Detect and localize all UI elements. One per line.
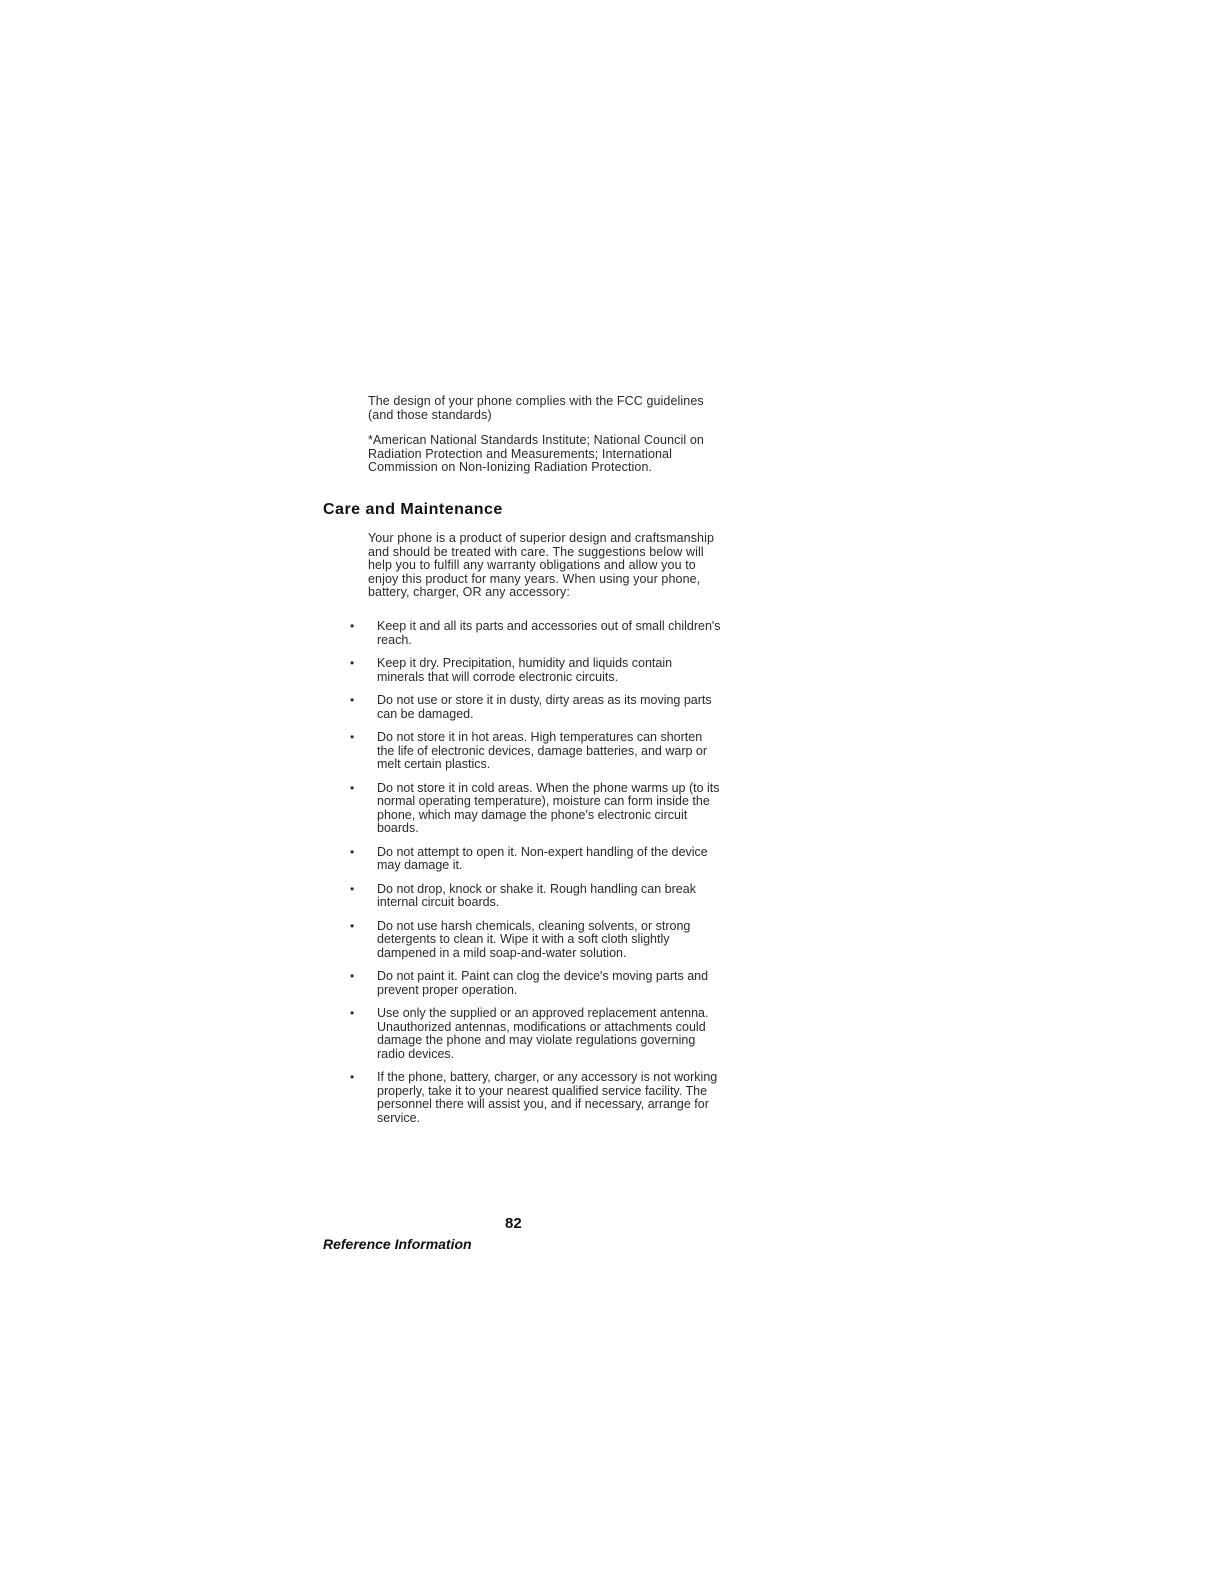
bullet-icon: • xyxy=(350,1006,355,1020)
bullet-icon: • xyxy=(350,969,355,983)
care-intro-paragraph: Your phone is a product of superior design and craftsmanship and should be treated with care. The suggestions below will help you to fulfill any warranty obligations and allow you to enjoy this product for many years. When using your phone, battery, charger, OR any accessory: xyxy=(368,531,715,599)
bullet-icon: • xyxy=(350,656,355,670)
standards-footnote-paragraph: *American National Standards Institute; National Council on Radiation Protection and Measurements; International Commission on Non-Ionizing Radiation Protection. xyxy=(368,433,704,474)
list-item-text: Do not drop, knock or shake it. Rough handling can break internal circuit boards. xyxy=(377,881,696,909)
list-item-text: Do not use or store it in dusty, dirty areas as its moving parts can be damaged. xyxy=(377,693,712,721)
bullet-icon: • xyxy=(350,844,355,859)
list-item-text: Use only the supplied or an approved replacement antenna. Unauthorized antennas, modifications or attachments could damage the phone and may violate regulations governing radio devices. xyxy=(377,1006,709,1061)
bullet-icon: • xyxy=(350,730,355,744)
footer-section-title: Reference Information xyxy=(323,1236,472,1252)
list-item-text: Do not paint it. Paint can clog the device's moving parts and prevent proper operation. xyxy=(377,969,709,997)
page-number: 82 xyxy=(505,1215,522,1232)
list-item-text: Do not use harsh chemicals, cleaning solvents, or strong detergents to clean it. Wipe it with a soft cloth slightly dampened in a mild soap-and-water solution. xyxy=(377,918,691,960)
list-item xyxy=(350,920,722,961)
list-item-text: Do not store it in cold areas. When the phone warms up (to its normal operating temperature), moisture can form inside the phone, which may damage the phone's electronic circuit boards. xyxy=(377,780,720,835)
list-item xyxy=(350,883,722,910)
list-item-text: Do not attempt to open it. Non-expert handling of the device may damage it. xyxy=(377,844,708,872)
list-item xyxy=(350,1071,722,1125)
bullet-icon: • xyxy=(350,1070,355,1084)
bullet-icon: • xyxy=(350,693,355,707)
fcc-compliance-paragraph: The design of your phone complies with the FCC guidelines (and those standards) xyxy=(368,394,704,422)
list-item-text: If the phone, battery, charger, or any accessory is not working properly, take it to your nearest qualified service facility. The personnel there will assist you, and if necessary, arrange for service. xyxy=(377,1070,718,1125)
list-item xyxy=(350,1007,722,1061)
section-heading: Care and Maintenance xyxy=(323,501,503,518)
list-item xyxy=(350,846,722,873)
list-item-text: Do not store it in hot areas. High temperatures can shorten the life of electronic devices, damage batteries, and warp or melt certain plastics. xyxy=(377,730,708,771)
list-item xyxy=(350,782,722,836)
care-bullet-list xyxy=(350,620,722,1135)
list-item-text: Keep it dry. Precipitation, humidity and liquids contain minerals that will corrode electronic circuits. xyxy=(377,656,673,684)
bullet-icon: • xyxy=(350,881,355,896)
list-item xyxy=(350,694,722,721)
list-item xyxy=(350,731,722,772)
bullet-icon: • xyxy=(350,780,355,795)
bullet-icon: • xyxy=(350,619,355,633)
list-item xyxy=(350,970,722,997)
list-item xyxy=(350,657,722,684)
list-item-text: Keep it and all its parts and accessories out of small children's reach. xyxy=(377,619,721,647)
bullet-icon: • xyxy=(350,918,355,933)
list-item xyxy=(350,620,722,647)
